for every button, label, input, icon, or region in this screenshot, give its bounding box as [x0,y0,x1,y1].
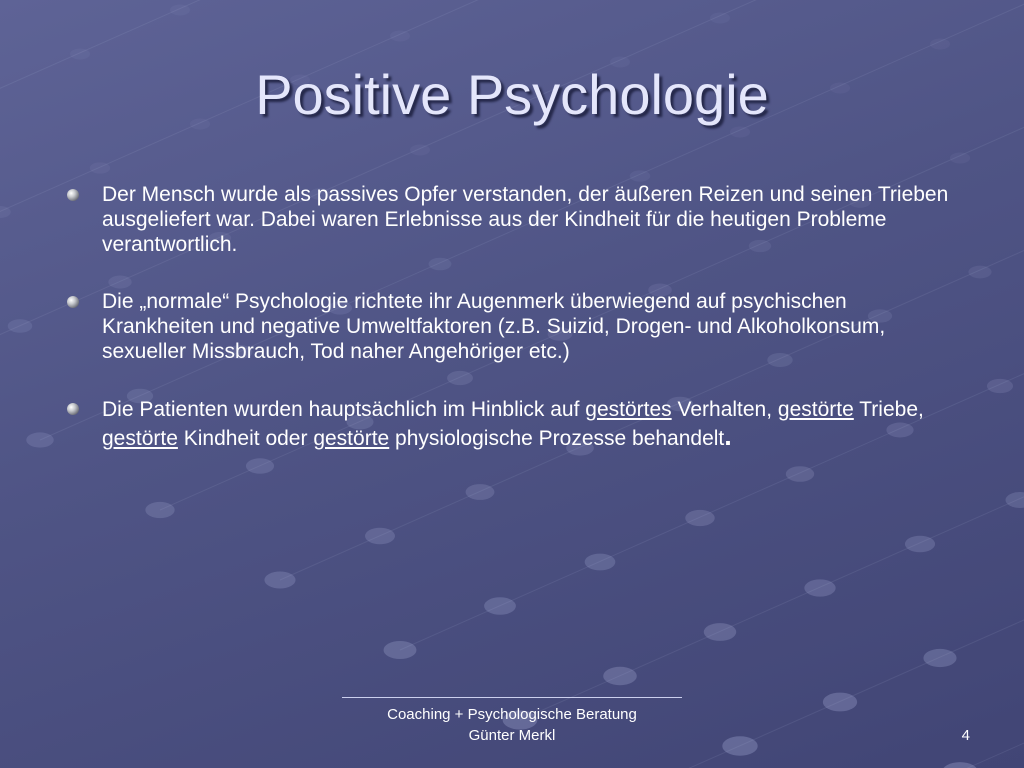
underlined-word: gestörte [313,427,390,450]
bullet-text: Die „normale“ Psychologie richtete ihr Augenmerk überwiegend auf psychischen Krankheiten und negative Umweltfaktoren (z.B. Suizid, Drogen- und Alkoholkonsum, sexueller Missbrauch, Tod naher Angehöriger etc.) [102,290,886,363]
background-dot [585,554,616,571]
bullet-text: Der Mensch wurde als passives Opfer verstanden, der äußeren Reizen und seinen Trieben ausgeliefert war. Dabei waren Erlebnisse aus der Kindheit für die heutigen Probleme verantwortlich. [102,183,949,256]
background-dot [930,39,950,50]
background-dot [170,5,190,16]
underlined-word: gestörtes [585,398,672,421]
slide-title: Positive Psychologie [255,63,769,126]
bullet-list [62,182,962,484]
background-dot [390,31,410,42]
background-dot [410,145,430,156]
background-dot [685,510,715,526]
bullet-item [62,182,962,257]
background-dot [630,170,651,181]
background-dot [1005,492,1024,508]
background-dot [968,266,991,279]
background-line [0,0,720,20]
background-dot [722,736,757,755]
background-dot [264,571,295,588]
background-dot [466,484,495,500]
background-line [1000,380,1024,768]
background-dot [923,649,956,667]
background-dot [8,319,33,333]
bullet-text-segment: Kindheit oder [177,427,314,450]
emphasized-period: . [724,421,732,451]
bullet-item [62,289,962,364]
background-dot [942,762,978,768]
background-dot [987,379,1013,393]
background-dot [730,127,750,138]
bullet-text-segment: Verhalten, [671,398,778,421]
bullet-sphere-icon [67,189,79,201]
bullet-text-segment: physiologische Prozesse behandelt [389,427,725,450]
footer-title: Coaching + Psychologische Beratung [387,706,637,723]
background-dot [710,13,730,24]
background-dot [804,579,835,596]
background-dot [90,162,110,173]
bullet-text-segment: Die Patienten wurden hauptsächlich im Hinblick auf [102,398,586,421]
underlined-word: gestörte [777,398,854,421]
background-dot [823,693,857,712]
background-dot [145,502,174,518]
background-dot [70,49,90,60]
bullet-sphere-icon [67,296,79,308]
background-dot [384,641,417,659]
background-dot [26,432,54,447]
background-dot [484,597,516,614]
bullet-text-segment: Triebe, [853,398,924,421]
underlined-word: gestörte [102,427,178,450]
bullet-sphere-icon [67,403,79,415]
bullet-item [62,396,962,452]
background-dot [365,528,395,544]
page-number: 4 [961,727,970,744]
background-dot [950,152,970,163]
background-dot [905,536,935,553]
background-dot [603,667,637,685]
footer-author: Günter Merkl [468,727,556,744]
footer-divider [342,697,682,698]
background-dot [704,623,736,641]
